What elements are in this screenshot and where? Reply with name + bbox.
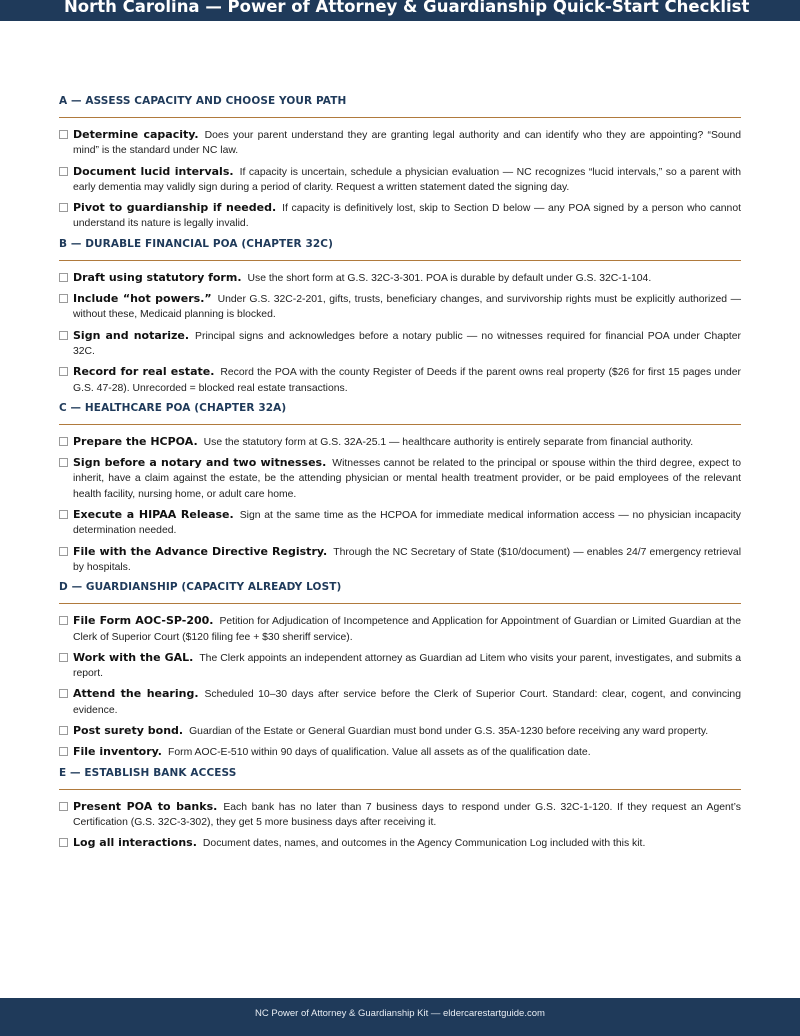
checkbox[interactable] [59, 437, 68, 446]
footer-text: NC Power of Attorney & Guardianship Kit — eldercarestartguide.com [255, 1008, 545, 1019]
item-lead: Sign before a notary and two witnesses. [73, 456, 327, 470]
checkbox[interactable] [59, 616, 68, 625]
checklist-body [59, 95, 741, 858]
item-text: Petition for Adjudication of Incompetence and Application for Appointment of Guardian or Limited Guardian at the Clerk of Superior Court ($120 filing fee + $30 sheriff service). [73, 616, 741, 643]
checkbox[interactable] [59, 689, 68, 698]
checklist-item [59, 200, 741, 232]
item-text: Does your parent understand they are granting legal authority and can identify who they are appointing? “Sound mind” is the standard under NC law. [73, 130, 742, 157]
checklist-item [59, 650, 741, 682]
page-header [0, 0, 800, 21]
checkbox[interactable] [59, 547, 68, 556]
section-title: B — DURABLE FINANCIAL POA (CHAPTER 32C) [59, 238, 741, 261]
item-lead: Sign and notarize. [73, 328, 190, 342]
section-b [59, 238, 741, 396]
item-text: If capacity is uncertain, schedule a physician evaluation — NC recognizes “lucid intervals,” so a parent with early dementia may validly sign during a period of clarity. Request a written statement dated the signing day. [73, 166, 741, 193]
item-lead: Record for real estate. [73, 365, 215, 379]
item-text: Under G.S. 32C-2-201, gifts, trusts, beneficiary changes, and survivorship rights must be explicitly authorized — without these, Medicaid planning is blocked. [73, 294, 741, 321]
item-lead: Include “hot powers.” [73, 292, 212, 306]
item-lead: Execute a HIPAA Release. [73, 508, 234, 522]
section-d [59, 581, 741, 760]
checklist-item [59, 328, 741, 360]
checklist-item [59, 686, 741, 718]
checkbox[interactable] [59, 653, 68, 662]
section-c [59, 402, 741, 575]
page-footer [0, 998, 800, 1036]
checklist-item [59, 835, 741, 851]
checklist-item [59, 127, 741, 159]
checklist-item [59, 270, 741, 286]
checkbox[interactable] [59, 203, 68, 212]
section-title: E — ESTABLISH BANK ACCESS [59, 767, 741, 790]
checkbox[interactable] [59, 802, 68, 811]
page-title: North Carolina — Power of Attorney & Guardianship Quick-Start Checklist [64, 0, 750, 16]
item-text: Scheduled 10–30 days after service before the Clerk of Superior Court. Standard: clear, cogent, and convincing evidence. [73, 689, 741, 716]
item-lead: Log all interactions. [73, 836, 197, 850]
checklist-item [59, 291, 741, 323]
item-lead: File Form AOC-SP-200. [73, 614, 214, 628]
item-text: If capacity is definitively lost, skip to Section D below — any POA signed by a person who cannot understand its nature is legally invalid. [73, 203, 741, 230]
item-text: Use the short form at G.S. 32C-3-301. POA is durable by default under G.S. 32C-1-104. [247, 272, 652, 284]
item-text: The Clerk appoints an independent attorney as Guardian ad Litem who visits your parent, investigates, and submits a report. [73, 652, 741, 680]
checklist-item [59, 799, 741, 831]
checkbox[interactable] [59, 726, 68, 735]
item-text: Sign at the same time as the HCPOA for immediate medical information access — no physician incapacity determination needed. [73, 510, 742, 537]
checklist-item [59, 364, 741, 396]
checkbox[interactable] [59, 510, 68, 519]
item-lead: Prepare the HCPOA. [73, 434, 198, 448]
checkbox[interactable] [59, 294, 68, 303]
checklist-item [59, 723, 741, 739]
item-lead: File inventory. [73, 745, 162, 759]
checklist-item [59, 744, 741, 760]
checklist-item [59, 544, 741, 576]
section-title: A — ASSESS CAPACITY AND CHOOSE YOUR PATH [59, 95, 741, 118]
checkbox[interactable] [59, 747, 68, 756]
checkbox[interactable] [59, 367, 68, 376]
item-lead: Draft using statutory form. [73, 270, 242, 284]
checklist-item [59, 507, 741, 539]
section-e [59, 767, 741, 852]
item-text: Principal signs and acknowledges before a notary public — no witnesses required for financial POA under Chapter 32C. [73, 330, 741, 357]
item-text: Use the statutory form at G.S. 32A-25.1 — healthcare authority is entirely separate from financial authority. [203, 436, 694, 448]
item-text: Through the NC Secretary of State ($10/document) — enables 24/7 emergency retrieval by hospitals. [73, 546, 742, 573]
item-lead: Attend the hearing. [73, 687, 199, 701]
section-title: D — GUARDIANSHIP (CAPACITY ALREADY LOST) [59, 581, 741, 604]
checkbox[interactable] [59, 273, 68, 282]
checkbox[interactable] [59, 838, 68, 847]
checkbox[interactable] [59, 167, 68, 176]
item-lead: Present POA to banks. [73, 799, 218, 813]
item-text: Form AOC-E-510 within 90 days of qualification. Value all assets as of the qualification date. [168, 747, 591, 759]
checkbox[interactable] [59, 331, 68, 340]
item-lead: Determine capacity. [73, 128, 199, 141]
checklist-item [59, 613, 741, 645]
section-a [59, 95, 741, 232]
item-lead: Post surety bond. [73, 724, 184, 738]
section-title: C — HEALTHCARE POA (CHAPTER 32A) [59, 402, 741, 425]
item-text: Record the POA with the county Register of Deeds if the parent owns real property ($26 for first 15 pages under G.S. 47-28). Unrecorded = blocked real estate transactions. [73, 367, 741, 394]
checklist-item [59, 434, 741, 450]
item-lead: Document lucid intervals. [73, 164, 234, 178]
checkbox[interactable] [59, 130, 68, 139]
item-lead: Pivot to guardianship if needed. [73, 201, 277, 215]
checklist-item [59, 455, 741, 502]
item-text: Guardian of the Estate or General Guardian must bond under G.S. 35A-1230 before receiving any ward property. [189, 726, 709, 738]
checkbox[interactable] [59, 458, 68, 467]
item-lead: Work with the GAL. [73, 650, 194, 664]
item-text: Witnesses cannot be related to the principal or spouse within the third degree, expect to inherit, have a claim against the estate, be the attending physician or mental health treatment provider, or be paid employees of the relevant health facility, nursing home, or adult care home. [73, 458, 741, 500]
checklist-item [59, 164, 741, 196]
item-text: Document dates, names, and outcomes in the Agency Communication Log included with this kit. [202, 838, 646, 850]
item-lead: File with the Advance Directive Registry. [73, 544, 328, 558]
item-text: Each bank has no later than 7 business days to respond under G.S. 32C-1-120. If they request an Agent’s Certification (G.S. 32C-3-302), they get 5 more business days after receiving it. [73, 801, 741, 828]
